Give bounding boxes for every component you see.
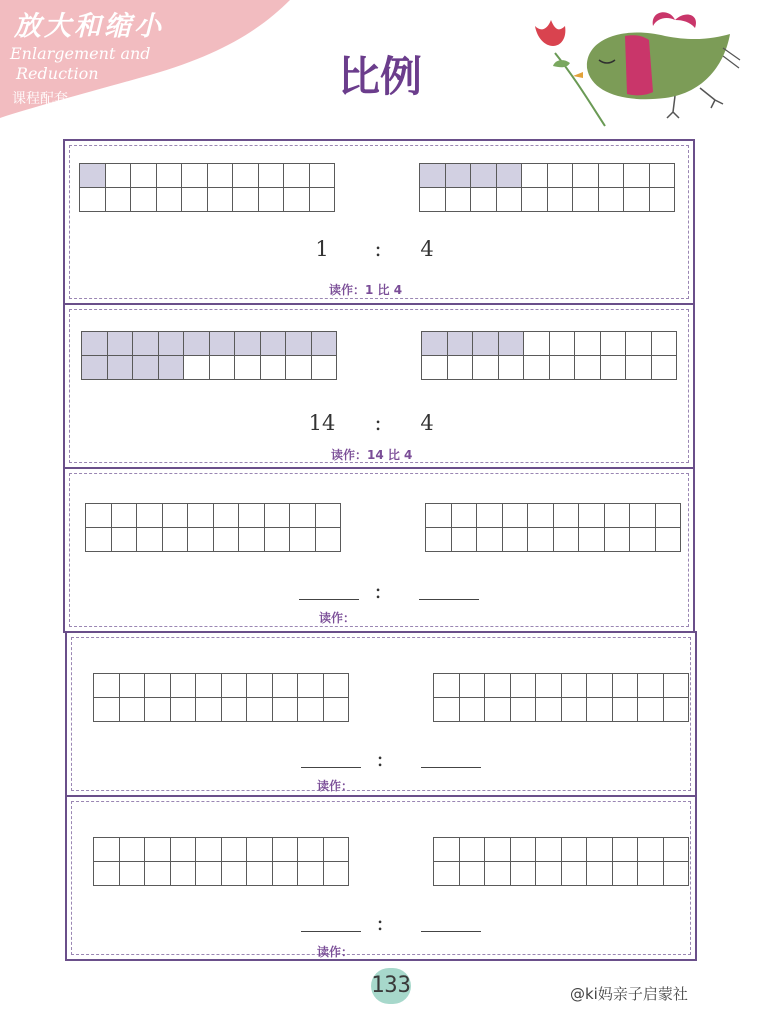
grid-cell: [587, 862, 613, 886]
ratio-right-blank[interactable]: [421, 931, 481, 932]
grid-cell-filled: [184, 332, 210, 356]
grid-cell: [554, 528, 580, 552]
grid-cell: [656, 504, 682, 528]
credit-text: @ki妈亲子启蒙社: [570, 985, 688, 1003]
grid-cell-filled: [82, 332, 108, 356]
grid-cell: [601, 332, 627, 356]
left-square-grid: [79, 163, 335, 212]
grid-cell: [664, 838, 690, 862]
grid-cell: [638, 698, 664, 722]
bird-illustration-icon: [525, 8, 750, 133]
grid-cell: [638, 674, 664, 698]
read-as-label: 读作：: [319, 611, 356, 625]
grid-cell: [562, 838, 588, 862]
grid-cell: [528, 528, 554, 552]
grid-cell: [131, 188, 157, 212]
grid-cell: [485, 674, 511, 698]
grid-cell: [316, 528, 342, 552]
page-title: 比例: [337, 52, 422, 101]
grid-cell: [511, 698, 537, 722]
grid-cell: [460, 862, 486, 886]
grid-cell: [239, 504, 265, 528]
grid-cell: [599, 164, 625, 188]
grid-cell-filled: [235, 332, 261, 356]
grid-cell: [573, 188, 599, 212]
grid-cell: [420, 188, 446, 212]
grid-cell: [664, 862, 690, 886]
grid-cell-filled: [473, 332, 499, 356]
grid-cell-filled: [108, 332, 134, 356]
grid-cell: [503, 528, 529, 552]
grid-cell: [613, 862, 639, 886]
grid-cell: [477, 528, 503, 552]
grid-cell: [664, 674, 690, 698]
grid-cell: [554, 504, 580, 528]
grid-cell: [286, 356, 312, 380]
grid-cell: [247, 698, 273, 722]
exercise-section: [63, 467, 695, 633]
grid-cell: [575, 356, 601, 380]
grid-cell: [182, 164, 208, 188]
right-square-grid: [421, 331, 677, 380]
grid-cell: [120, 838, 146, 862]
grid-cell: [434, 698, 460, 722]
grid-cell-filled: [108, 356, 134, 380]
grid-cell: [626, 356, 652, 380]
grid-cell: [448, 356, 474, 380]
grid-cell: [536, 698, 562, 722]
read-as-label: 读作：: [317, 945, 354, 959]
grid-cell: [247, 862, 273, 886]
grid-cell: [536, 838, 562, 862]
grid-cell: [573, 164, 599, 188]
grid-cell: [550, 332, 576, 356]
grid-cell-filled: [499, 332, 525, 356]
grid-cell: [522, 188, 548, 212]
grid-cell: [548, 188, 574, 212]
grid-cell-filled: [82, 356, 108, 380]
grid-cell: [630, 528, 656, 552]
grid-cell: [188, 528, 214, 552]
right-square-grid: [433, 673, 689, 722]
grid-cell: [222, 862, 248, 886]
grid-cell-filled: [80, 164, 106, 188]
grid-cell: [613, 838, 639, 862]
grid-cell: [208, 188, 234, 212]
grid-cell: [233, 188, 259, 212]
ratio-right-term: 4: [420, 237, 434, 261]
grid-cell: [112, 528, 138, 552]
grid-cell: [522, 164, 548, 188]
grid-cell: [485, 862, 511, 886]
ratio-right-term: 4: [420, 411, 434, 435]
grid-cell: [434, 674, 460, 698]
grid-cell: [137, 504, 163, 528]
exercise-section: [65, 795, 697, 961]
grid-cell: [259, 164, 285, 188]
grid-cell: [587, 838, 613, 862]
grid-cell: [86, 504, 112, 528]
grid-cell: [536, 674, 562, 698]
ratio-colon: :: [374, 411, 382, 435]
grid-cell: [324, 838, 350, 862]
grid-cell: [471, 188, 497, 212]
grid-cell: [214, 504, 240, 528]
grid-cell: [324, 674, 350, 698]
grid-cell: [601, 356, 627, 380]
exercise-section: [63, 139, 695, 305]
grid-cell: [222, 838, 248, 862]
grid-cell: [316, 504, 342, 528]
grid-cell: [182, 188, 208, 212]
grid-cell: [630, 504, 656, 528]
read-as-label: 读作：14 比 4: [331, 448, 413, 462]
grid-cell: [511, 862, 537, 886]
grid-cell: [94, 838, 120, 862]
grid-cell: [477, 504, 503, 528]
grid-cell: [548, 164, 574, 188]
grid-cell-filled: [159, 356, 185, 380]
grid-cell: [579, 504, 605, 528]
grid-cell: [196, 674, 222, 698]
grid-cell: [324, 698, 350, 722]
grid-cell: [613, 698, 639, 722]
grid-cell: [536, 862, 562, 886]
grid-cell: [247, 674, 273, 698]
grid-cell: [434, 862, 460, 886]
grid-cell-filled: [286, 332, 312, 356]
grid-cell: [145, 674, 171, 698]
grid-cell: [524, 356, 550, 380]
grid-cell: [290, 504, 316, 528]
grid-cell: [259, 188, 285, 212]
grid-cell: [94, 674, 120, 698]
read-as-label: 读作：: [317, 779, 354, 793]
grid-cell: [452, 528, 478, 552]
grid-cell: [460, 674, 486, 698]
grid-cell: [434, 838, 460, 862]
ratio-right-blank[interactable]: [419, 599, 479, 600]
grid-cell: [524, 332, 550, 356]
grid-cell-filled: [312, 332, 338, 356]
ratio-colon: :: [374, 237, 382, 261]
grid-cell: [310, 164, 336, 188]
grid-cell: [298, 862, 324, 886]
grid-cell-filled: [422, 332, 448, 356]
ratio-colon: :: [374, 579, 382, 603]
grid-cell-filled: [133, 356, 159, 380]
grid-cell: [233, 164, 259, 188]
grid-cell: [298, 674, 324, 698]
grid-cell: [171, 698, 197, 722]
corner-title: 放大和缩小: [14, 11, 164, 42]
grid-cell-filled: [446, 164, 472, 188]
grid-cell: [310, 188, 336, 212]
grid-cell: [222, 674, 248, 698]
ratio-left-blank[interactable]: [301, 931, 361, 932]
corner-subtitle-cn: 课程配套: [12, 91, 68, 107]
grid-cell: [613, 674, 639, 698]
grid-cell: [80, 188, 106, 212]
grid-cell: [265, 504, 291, 528]
grid-cell: [485, 698, 511, 722]
grid-cell-filled: [471, 164, 497, 188]
grid-cell: [460, 698, 486, 722]
grid-cell: [650, 188, 676, 212]
grid-cell: [145, 698, 171, 722]
grid-cell: [624, 188, 650, 212]
grid-cell: [171, 674, 197, 698]
page-number-badge: 133: [371, 968, 411, 1004]
grid-cell: [503, 504, 529, 528]
grid-cell: [528, 504, 554, 528]
grid-cell: [562, 674, 588, 698]
ratio-left-term: 14: [308, 411, 336, 435]
grid-cell: [511, 674, 537, 698]
grid-cell: [196, 838, 222, 862]
ratio-right-blank[interactable]: [421, 767, 481, 768]
grid-cell: [112, 504, 138, 528]
grid-cell: [422, 356, 448, 380]
grid-cell: [638, 838, 664, 862]
grid-cell: [284, 188, 310, 212]
ratio-colon: :: [376, 911, 384, 935]
grid-cell: [664, 698, 690, 722]
grid-cell: [239, 528, 265, 552]
grid-cell: [284, 164, 310, 188]
left-square-grid: [81, 331, 337, 380]
corner-subtitle-en-line2: Reduction: [16, 64, 99, 83]
left-square-grid: [93, 673, 349, 722]
grid-cell: [210, 356, 236, 380]
grid-cell-filled: [448, 332, 474, 356]
grid-cell-filled: [497, 164, 523, 188]
grid-cell: [94, 862, 120, 886]
right-square-grid: [433, 837, 689, 886]
grid-cell: [120, 862, 146, 886]
grid-cell: [273, 698, 299, 722]
grid-cell: [163, 528, 189, 552]
grid-cell: [157, 188, 183, 212]
grid-cell: [587, 674, 613, 698]
grid-cell: [426, 504, 452, 528]
grid-cell: [196, 698, 222, 722]
grid-cell: [587, 698, 613, 722]
corner-subtitle-en-line1: Enlargement and: [10, 44, 151, 63]
read-as-label: 读作：1 比 4: [329, 283, 403, 297]
grid-cell: [145, 862, 171, 886]
grid-cell: [106, 188, 132, 212]
grid-cell: [550, 356, 576, 380]
grid-cell: [426, 528, 452, 552]
grid-cell: [626, 332, 652, 356]
corner-subtitle-en: [10, 44, 151, 84]
grid-cell: [652, 356, 678, 380]
grid-cell: [650, 164, 676, 188]
left-square-grid: [85, 503, 341, 552]
grid-cell: [157, 164, 183, 188]
grid-cell: [511, 838, 537, 862]
exercise-section: [63, 303, 695, 469]
grid-cell: [120, 674, 146, 698]
grid-cell: [214, 528, 240, 552]
grid-cell: [171, 838, 197, 862]
bird-body: [573, 12, 740, 118]
grid-cell: [298, 838, 324, 862]
grid-cell: [94, 698, 120, 722]
grid-cell: [131, 164, 157, 188]
grid-cell: [562, 862, 588, 886]
grid-cell: [324, 862, 350, 886]
grid-cell: [656, 528, 682, 552]
grid-cell: [265, 528, 291, 552]
grid-cell: [579, 528, 605, 552]
grid-cell: [184, 356, 210, 380]
ratio-left-blank[interactable]: [301, 767, 361, 768]
grid-cell: [638, 862, 664, 886]
grid-cell: [273, 674, 299, 698]
grid-cell: [575, 332, 601, 356]
ratio-left-blank[interactable]: [299, 599, 359, 600]
grid-cell: [222, 698, 248, 722]
grid-cell: [460, 838, 486, 862]
grid-cell: [273, 862, 299, 886]
right-square-grid: [419, 163, 675, 212]
ratio-colon: :: [376, 747, 384, 771]
grid-cell: [261, 356, 287, 380]
grid-cell: [624, 164, 650, 188]
left-square-grid: [93, 837, 349, 886]
grid-cell: [235, 356, 261, 380]
grid-cell: [605, 528, 631, 552]
grid-cell: [446, 188, 472, 212]
grid-cell: [562, 698, 588, 722]
grid-cell: [298, 698, 324, 722]
grid-cell: [312, 356, 338, 380]
grid-cell: [497, 188, 523, 212]
ratio-left-term: 1: [315, 237, 329, 261]
grid-cell: [485, 838, 511, 862]
grid-cell: [188, 504, 214, 528]
grid-cell: [163, 504, 189, 528]
grid-cell: [599, 188, 625, 212]
grid-cell-filled: [159, 332, 185, 356]
grid-cell: [120, 698, 146, 722]
grid-cell: [473, 356, 499, 380]
grid-cell: [145, 838, 171, 862]
grid-cell: [196, 862, 222, 886]
grid-cell: [499, 356, 525, 380]
right-square-grid: [425, 503, 681, 552]
grid-cell: [452, 504, 478, 528]
grid-cell: [137, 528, 163, 552]
grid-cell-filled: [420, 164, 446, 188]
grid-cell-filled: [210, 332, 236, 356]
grid-cell: [86, 528, 112, 552]
grid-cell: [208, 164, 234, 188]
grid-cell: [273, 838, 299, 862]
grid-cell: [290, 528, 316, 552]
grid-cell: [171, 862, 197, 886]
grid-cell: [247, 838, 273, 862]
grid-cell: [605, 504, 631, 528]
grid-cell: [106, 164, 132, 188]
grid-cell-filled: [261, 332, 287, 356]
grid-cell: [652, 332, 678, 356]
exercise-section: [65, 631, 697, 797]
grid-cell-filled: [133, 332, 159, 356]
